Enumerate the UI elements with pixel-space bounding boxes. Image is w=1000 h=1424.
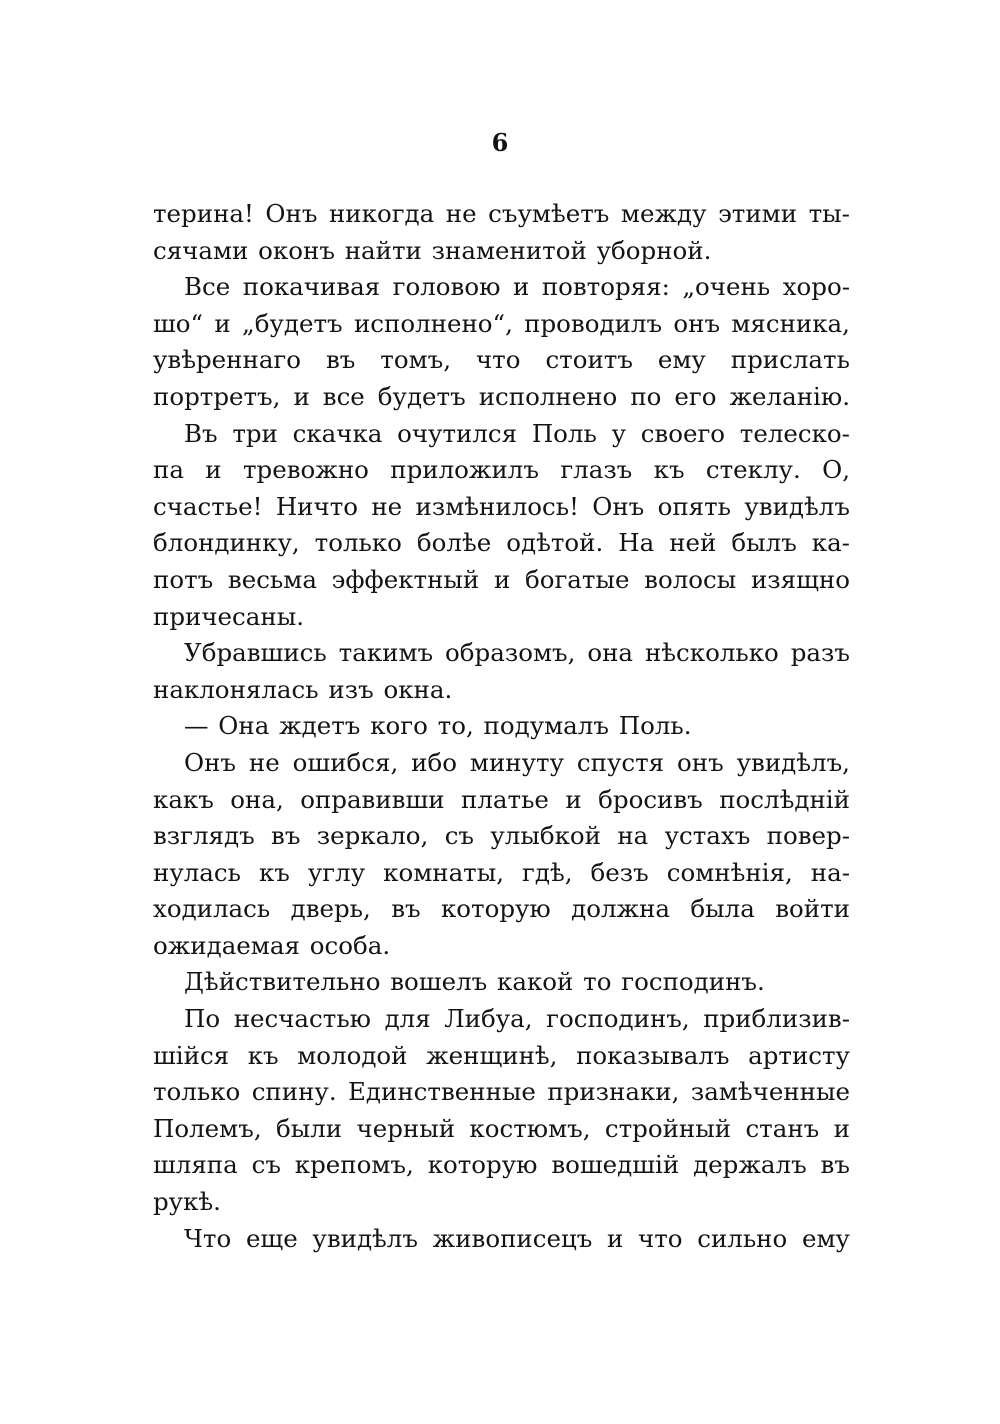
- text-line: терина! Онъ никогда не съумѣетъ между этими ты-: [153, 199, 850, 228]
- text-line: блондинку, только болѣе одѣтой. На ней былъ ка-: [153, 528, 850, 558]
- text-line: шляпа съ крепомъ, которую вошедшій держалъ въ: [153, 1150, 850, 1180]
- text-line: Полемъ, были черный костюмъ, стройный станъ и: [153, 1113, 850, 1143]
- text-line: ожидаемая особа.: [153, 930, 391, 960]
- text-line: па и тревожно приложилъ глазъ къ стеклу. О,: [153, 455, 850, 485]
- text-line: причесаны.: [153, 601, 304, 631]
- text-line: ходилась дверь, въ которую должна была войти: [153, 894, 850, 924]
- text-line: счастье! Ничто не измѣнилось! Онъ опять увидѣлъ: [153, 491, 850, 521]
- text-line: увѣреннаго въ томъ, что стоитъ ему прислать: [153, 345, 850, 375]
- text-line: Что еще увидѣлъ живописецъ и что сильно ему: [184, 1223, 850, 1253]
- text-line: нулась къ углу комнаты, гдѣ, безъ сомнѣнія, на-: [153, 857, 850, 887]
- text-line: шо“ и „будетъ исполнено“, проводилъ онъ мясника,: [153, 308, 850, 338]
- text-line: наклонялась изъ окна.: [153, 674, 453, 704]
- text-line: Въ три скачка очутился Поль у своего телеско-: [184, 418, 850, 448]
- text-line: сячами оконъ найти знаменитой уборной.: [153, 235, 712, 265]
- body-text: [153, 196, 850, 1257]
- text-line: Убравшись такимъ образомъ, она нѣсколько разъ: [184, 638, 850, 668]
- text-line: По несчастью для Либуа, господинъ, приблизив-: [184, 1004, 850, 1034]
- text-line: — Она ждетъ кого то, подумалъ Поль.: [184, 711, 692, 741]
- text-line: только спину. Единственные признаки, замѣченные: [153, 1077, 850, 1107]
- text-line: взглядъ въ зеркало, съ улыбкой на устахъ повер-: [153, 821, 850, 851]
- page-number: 6: [491, 128, 509, 157]
- text-line: шійся къ молодой женщинѣ, показывалъ артисту: [153, 1040, 850, 1070]
- text-line: рукѣ.: [153, 1187, 221, 1217]
- text-line: портретъ, и все будетъ исполнено по его желанію.: [153, 381, 850, 411]
- text-line: потъ весьма эффектный и богатые волосы изящно: [153, 564, 850, 594]
- text-line: Онъ не ошибся, ибо минуту спустя онъ увидѣлъ,: [184, 747, 850, 777]
- text-line: Дѣйствительно вошелъ какой то господинъ.: [184, 967, 765, 997]
- text-line: Все покачивая головою и повторяя: „очень хоро-: [184, 272, 850, 302]
- text-line: какъ она, оправивши платье и бросивъ послѣдній: [153, 784, 850, 814]
